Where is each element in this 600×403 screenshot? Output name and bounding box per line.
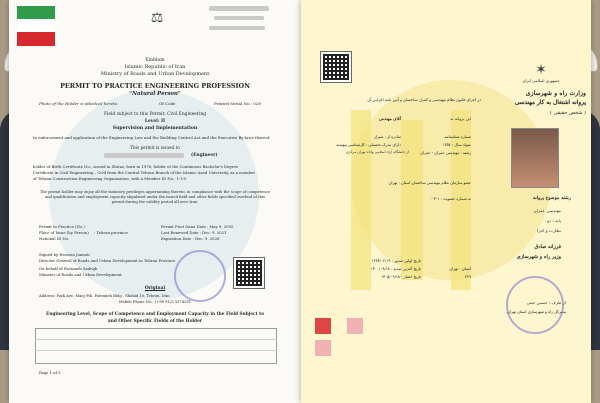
permit-subtitle: "Natural Person"	[129, 91, 181, 97]
redacted-header	[209, 6, 269, 11]
field-label-fa: رشته موضوع پروانه	[532, 196, 571, 201]
rights-para: The permit holder may enjoy all the statutory privileges appertaining thereto, in compliance with the scope of competence and qualification and employment capacity stipulated under the issued field and other fields specified overleaf of this permit during the validity period all over Iran.	[39, 190, 271, 205]
first-issue-date: Permit First Issue Date : May 9, 2005	[161, 224, 234, 229]
expiration-date: Expiration Date : Dec. 9, 2026	[161, 236, 220, 241]
english-permit	[9, 0, 301, 403]
scope-fa: نظارت و اجرا	[537, 228, 561, 233]
field-subject: Field subject to this Permit: Civil Engineering	[103, 112, 207, 117]
minister-name-fa: فرزانه صادق	[534, 244, 561, 250]
level: Level: II	[144, 119, 166, 124]
signed-by: Signed by Hossein Jannati	[39, 252, 90, 257]
title-fa: پروانه اشتغال به کار مهندسی	[514, 100, 586, 106]
birth-year-fa: متولد سال : ۱۳۵۷	[442, 142, 471, 147]
security-mark-red	[315, 318, 331, 334]
cert-para-2: Certificate in Civil Engineering – Civil from the Central Tehran Branch of the Islamic Azad University, as a member	[33, 170, 256, 175]
national-id: National ID No.	[39, 236, 70, 241]
country-header: Emblem	[145, 58, 165, 63]
degree-fa: دارای مدرک تحصیلی : کارشناسی پیوسته	[336, 142, 401, 147]
ministry-logo-label: جمهوری اسلامی ایران	[522, 78, 560, 83]
ministry-line: Ministry of Roads and Urban Development	[100, 71, 210, 77]
issue-place-fa: صادره از : شیراز	[374, 134, 401, 139]
official-stamp-fa	[506, 276, 564, 334]
scope-title-1: Engineering Level, Scope of Competence and Employment Capacity in the Field Subject to	[46, 312, 264, 317]
holder-photo	[511, 128, 559, 188]
tehran-province: : Tehran province	[94, 230, 128, 235]
university-fa: از دانشگاه آزاد اسلامی واحد تهران مرکزی	[345, 150, 409, 154]
last-renewal-fa: تاریخ آخرین تمدید : ۱۴۰۰/۰۹/۱۸	[370, 266, 421, 271]
official-stamp	[174, 250, 226, 302]
director-general: Director General of Roads and Urban Development in Tehran Province	[39, 258, 176, 263]
birth-cert-fa: شماره شناسنامه	[444, 134, 471, 139]
qr-code-fa	[321, 52, 351, 82]
place-of-issue: Place of Issue (by Person)	[39, 230, 89, 235]
supervision: Supervision and Implementation	[112, 126, 198, 131]
scope-table	[35, 328, 277, 364]
permit-title: PERMIT TO PRACTICE ENGINEERING PROFESSION	[60, 82, 250, 90]
province-fa: استان : تهران	[449, 266, 471, 271]
page-number: Page 1 of 3	[39, 370, 61, 375]
field-fa: مهندسی عمران	[533, 208, 561, 213]
photo-label: Photo of the Holder is attached hereto.	[39, 101, 119, 106]
iran-flag	[17, 6, 55, 46]
printed-serial: Printed Serial No.: 028	[214, 101, 261, 106]
signer-fa: از طرف : حسین جنتی	[526, 300, 566, 305]
scope-title-2: and Other Specific Fields of the Holder	[107, 319, 203, 324]
original-label: Original	[144, 286, 166, 291]
person-type-fa: ( شخص حقیقی )	[549, 110, 586, 116]
security-mark-pink	[347, 318, 363, 334]
emblem-icon: ⚖	[150, 10, 164, 26]
cert-para-3: of Tehran Construction Engineering Organization, with a Member ID No.: 1-3-0	[33, 176, 187, 181]
issued-to-fa: این پروانه به	[450, 116, 471, 121]
major-fa: رشته : مهندسی عمران - عمران	[420, 150, 471, 155]
ministry-fa: وزارت راه و شهرسازی	[525, 90, 586, 97]
name-fa: آقای مهندس	[379, 116, 401, 121]
last-renewal-date: Last Renewed Date : Dec. 9, 2021	[161, 230, 227, 235]
address: Address: Park Ave, Manj 9th, Fatemieh Bldg., Shahid 10, Tehran, Iran	[39, 294, 170, 298]
expiry-fa: تاریخ اعتبار : ۱۴۰۵/۰۹/۱۸	[381, 274, 421, 279]
minister-title-fa: وزیر راه و شهرسازی	[516, 254, 561, 260]
phone: Mobile Phone No.: (+98 912) 3374291	[118, 300, 192, 304]
permit-to-practice: Permit to Practice (No.)	[39, 224, 85, 229]
engineer-label: (Engineer)	[191, 153, 218, 158]
cert-para-1: holder of Birth Certificate No., issued in Shiraz, born in 1978, holder of the Continuous Bachelor's Degree	[33, 164, 239, 169]
signer-title-fa: مدیرکل راه و شهرسازی استان تهران	[507, 309, 566, 314]
grade-fa: پایه : دو	[547, 218, 561, 223]
ministry-emblem-icon: ✶	[535, 62, 547, 78]
issued-to: This permit is issued to	[130, 145, 180, 150]
preamble-fa: در اجرای قانون نظام مهندسی و کنترل ساختمان و آیین نامه اجرایی آن	[367, 97, 481, 102]
minister: Minister of Roads and Urban Development	[39, 272, 122, 277]
ofi-code: Of Code	[159, 101, 176, 106]
qr-code	[234, 258, 264, 288]
first-issue-fa: تاریخ اولین صدور : ۱۳۸۴/۰۲/۱۹	[371, 258, 421, 263]
member-no-fa: به شماره عضویت : ۱-۳-۰	[430, 196, 471, 201]
persian-permit	[301, 0, 591, 403]
member-fa: عضو سازمان نظام مهندسی ساختمان استان : تهران	[388, 180, 471, 185]
republic-line: Islamic Republic of Iran	[124, 64, 186, 70]
security-mark-pink-2	[315, 340, 331, 356]
on-behalf: On behalf of Farzaneh Sadegh	[39, 266, 98, 271]
serial-fa: ۲۲۹	[464, 274, 471, 279]
preamble: In enforcement and application of the Engineering Law and the Building Control Act and the Executive By-laws thereof.	[33, 135, 271, 140]
